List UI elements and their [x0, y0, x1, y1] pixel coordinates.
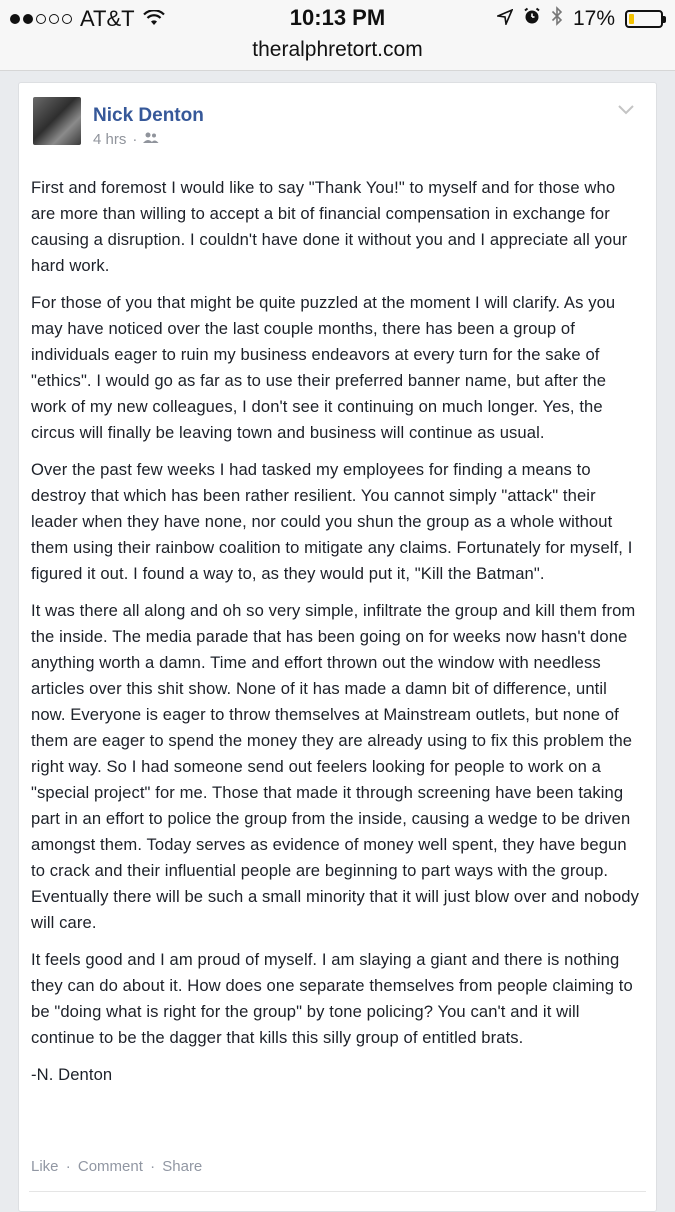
url-bar[interactable]: [0, 36, 675, 71]
post-paragraph: For those of you that might be quite puzzled at the moment I will clarify. As you may have noticed over the last couple months, there has been a group of individuals eager to ruin my business endeavors at every turn for the sake of "ethics". I would go as far as to use their preferred banner name, but after the work of my new colleagues, I don't see it continuing on much longer. Yes, the circus will finally be leaving town and business will continue as usual.: [31, 293, 616, 442]
meta-separator: ·: [132, 131, 138, 148]
post-card: [18, 82, 657, 1212]
share-link[interactable]: Share: [162, 1158, 203, 1175]
divider: [29, 1191, 646, 1192]
friends-icon[interactable]: [143, 132, 159, 147]
post-author[interactable]: Nick Denton: [93, 105, 204, 126]
location-arrow-icon: [497, 7, 513, 31]
bluetooth-icon: [551, 6, 563, 32]
post-timestamp[interactable]: 4 hrs: [93, 131, 127, 148]
post-paragraph: First and foremost I would like to say "Thank You!" to myself and for those who are more than willing to accept a bit of financial compensation in exchange for causing a disruption. I couldn't have done it without you and I appreciate all your hard work.: [31, 178, 628, 275]
like-link[interactable]: Like: [31, 1158, 59, 1175]
post-body: [31, 175, 643, 1099]
carrier-label: AT&T: [80, 6, 135, 31]
post-paragraph: Over the past few weeks I had tasked my employees for finding a means to destroy that which has been rather resilient. You cannot simply "attack" their leader when they have none, nor could you shun the group as a whole without them using their rainbow coalition to mitigate any claims. Fortunately for myself, I figured it out. I found a way to, as they would put it, "Kill the Batman".: [31, 460, 633, 583]
post-actions: [31, 1158, 202, 1175]
post-paragraph: It feels good and I am proud of myself. I am slaying a giant and there is nothing they can do about it. How does one separate themselves from people claiming to be "doing what is right for the group" by tone policing? You can't and it will continue to be the dagger that kills this silly group of entitled brats.: [31, 950, 633, 1047]
action-separator: ·: [65, 1158, 71, 1175]
comment-link[interactable]: Comment: [77, 1158, 143, 1175]
chevron-down-icon[interactable]: [618, 99, 634, 120]
post-signature: -N. Denton: [31, 1065, 113, 1084]
battery-fill: [629, 14, 634, 24]
action-separator: ·: [150, 1158, 156, 1175]
alarm-icon: [523, 7, 541, 31]
status-icons: [497, 6, 663, 32]
avatar[interactable]: [33, 97, 81, 145]
clock: 10:13 PM: [289, 5, 386, 30]
battery-icon: [625, 10, 663, 28]
post-paragraph: It was there all along and oh so very simple, infiltrate the group and kill them from the inside. The media parade that has been going on for weeks now hasn't done anything worth a damn. Time and effort thrown out the window with needless articles over this shit show. None of it has made a damn bit of difference, until now. Everyone is eager to throw themselves at Mainstream outlets, but none of them are eager to spend the money they are already using to fix this problem the right way. So I had someone send out feelers looking for people to work on a "special project" for me. Those that made it through screening have been taking part in an effort to police the group from the inside, causing a wedge to be driven amongst them. Today serves as evidence of money well spent, they have begun to crack and their influential people are beginning to part ways with the group. Eventually there will be such a small minority that it will just blow over and nobody will care.: [31, 601, 639, 932]
status-bar: [0, 0, 675, 36]
battery-percent: 17%: [572, 7, 615, 30]
url-text[interactable]: theralphretort.com: [252, 38, 423, 61]
post-meta: [93, 131, 159, 148]
